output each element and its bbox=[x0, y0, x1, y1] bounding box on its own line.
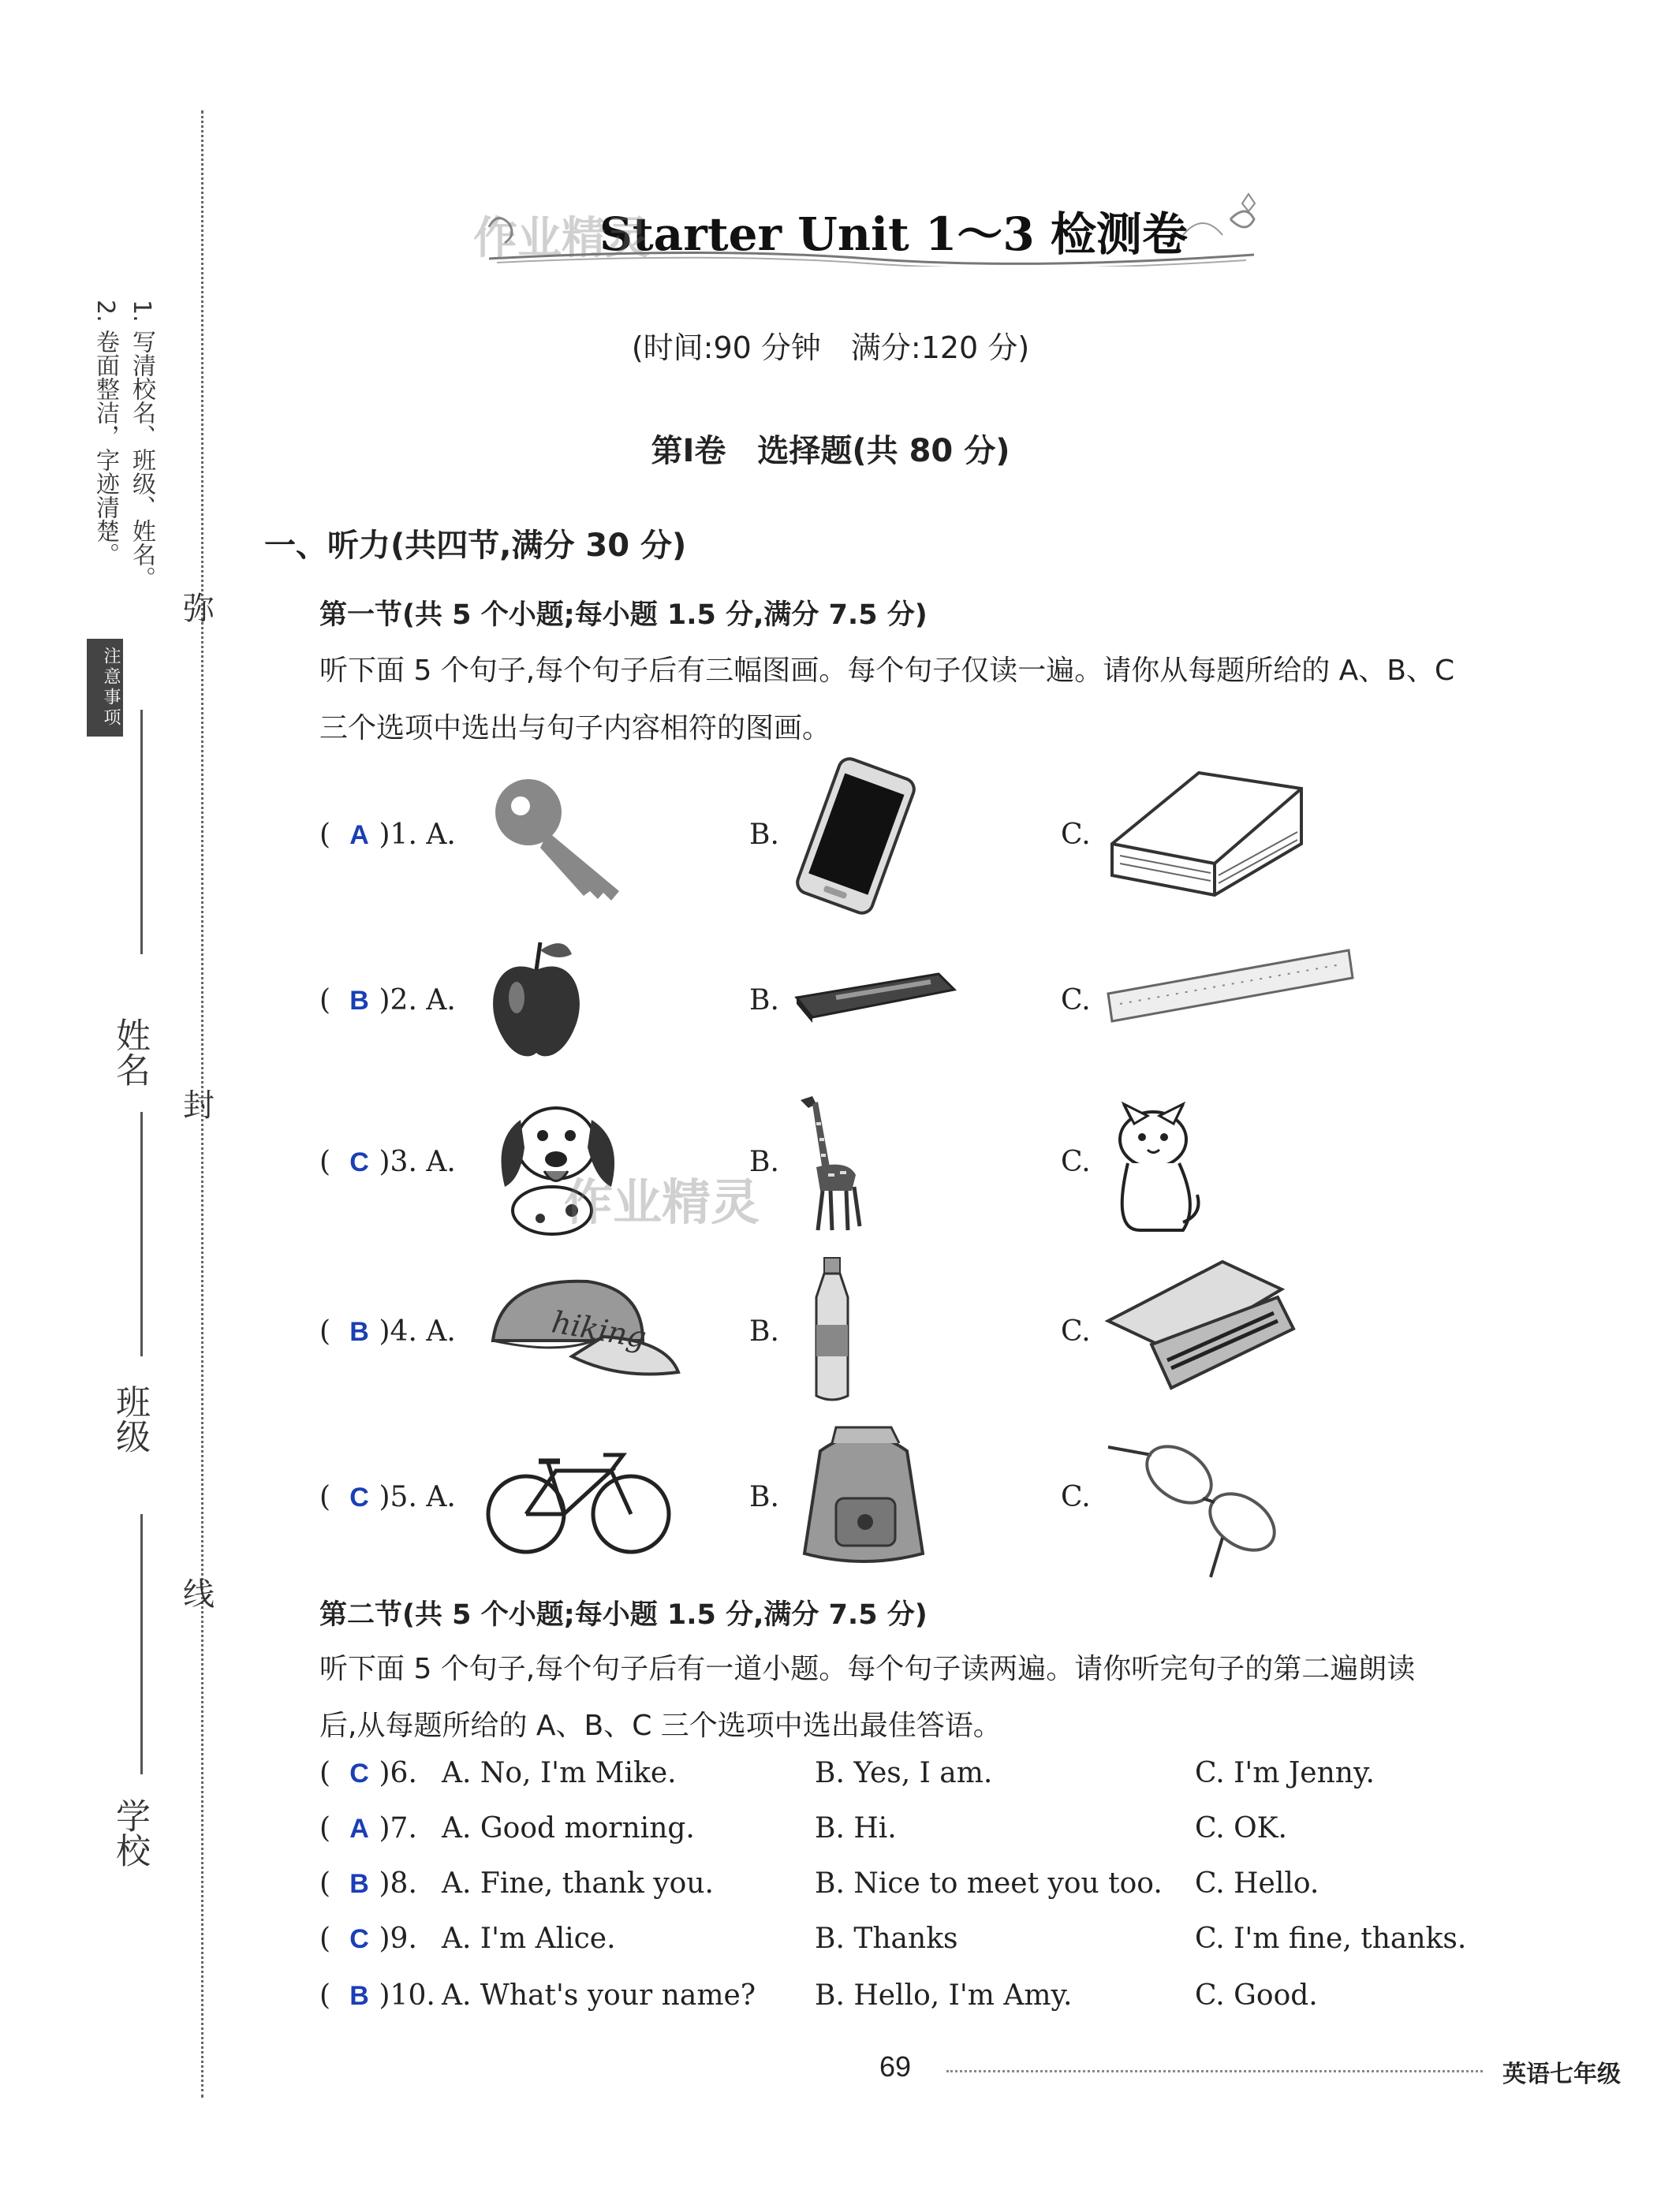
question-label: ( A )1. A. bbox=[319, 819, 456, 851]
bicycle-icon[interactable] bbox=[485, 1439, 674, 1557]
cap-text: hiking bbox=[549, 1304, 649, 1356]
field-label-name: 姓名 bbox=[110, 1017, 150, 1087]
question-label: ( B )10. bbox=[319, 1979, 435, 2012]
option-letter: C. bbox=[1061, 984, 1091, 1016]
part1-instruction-line-2: 三个选项中选出与句子内容相符的图画。 bbox=[319, 712, 831, 744]
backpack-icon[interactable] bbox=[789, 1419, 939, 1569]
giraffe-icon[interactable] bbox=[785, 1084, 872, 1234]
picture-question bbox=[319, 1419, 1581, 1577]
picture-question bbox=[319, 1084, 1581, 1242]
answer-mark: A bbox=[349, 1814, 369, 1844]
option-letter: C. bbox=[1061, 1146, 1091, 1178]
class-field-line[interactable] bbox=[140, 1112, 143, 1356]
page-number: 69 bbox=[879, 2050, 912, 2083]
watermark: 作业精灵 bbox=[473, 213, 650, 264]
seal-char-xian: 线 bbox=[183, 1576, 215, 1613]
name-field-line[interactable] bbox=[140, 710, 143, 954]
question-label: ( C )6. bbox=[319, 1757, 417, 1789]
part-heading: 第Ⅰ卷 选择题(共 80 分) bbox=[651, 433, 1010, 469]
field-label-class: 班级 bbox=[110, 1384, 150, 1453]
glasses-icon[interactable] bbox=[1104, 1423, 1286, 1581]
option-letter: B. bbox=[749, 819, 779, 851]
answer-mark: C bbox=[349, 1483, 369, 1513]
question-label: ( B )8. bbox=[319, 1867, 417, 1900]
part1-instruction-line-1: 听下面 5 个句子,每个句子后有三幅图画。每个句子仅读一遍。请你从每题所给的 A、B、C bbox=[319, 655, 1455, 687]
answer-mark: B bbox=[349, 986, 369, 1016]
notice-line-1: 1. 写清校名、班级、姓名。 bbox=[128, 300, 155, 591]
option-a[interactable]: A. Fine, thank you. bbox=[442, 1867, 714, 1900]
option-a[interactable]: A. Good morning. bbox=[442, 1812, 695, 1845]
cat-icon[interactable] bbox=[1104, 1088, 1207, 1238]
part2-instruction-line-1: 听下面 5 个句子,每个句子后有一道小题。每个句子读两遍。请你听完句子的第二遍朗读 bbox=[319, 1653, 1416, 1685]
bottle-icon[interactable] bbox=[808, 1254, 856, 1404]
key-icon[interactable] bbox=[489, 773, 631, 907]
question-label: ( B )4. A. bbox=[319, 1315, 456, 1348]
phone-icon[interactable] bbox=[793, 757, 919, 915]
question-label: ( C )3. A. bbox=[319, 1146, 456, 1178]
answer-mark: B bbox=[349, 1869, 369, 1899]
answer-mark: A bbox=[349, 820, 369, 850]
notice-line-2: 2. 卷面整洁，字迹清楚。 bbox=[91, 300, 119, 567]
answer-mark: C bbox=[349, 1759, 369, 1789]
picture-question bbox=[319, 923, 1581, 1080]
option-letter: B. bbox=[749, 1481, 779, 1513]
watermark-mid: 作业精灵 bbox=[564, 1173, 760, 1231]
answer-mark: C bbox=[349, 1924, 369, 1954]
answer-mark: B bbox=[349, 1317, 369, 1347]
option-b[interactable]: B. Hello, I'm Amy. bbox=[815, 1979, 1073, 2012]
option-letter: C. bbox=[1061, 819, 1091, 851]
option-a[interactable]: A. No, I'm Mike. bbox=[442, 1757, 677, 1789]
book-tag: 英语七年级 bbox=[1502, 2061, 1621, 2088]
text-question bbox=[319, 1979, 1581, 2027]
field-label-school: 学校 bbox=[110, 1798, 150, 1867]
school-field-line[interactable] bbox=[140, 1514, 143, 1774]
text-question bbox=[319, 1923, 1581, 1970]
book-icon[interactable] bbox=[1104, 765, 1309, 899]
option-letter: B. bbox=[749, 1315, 779, 1348]
part1-heading: 第一节(共 5 个小题;每小题 1.5 分,满分 7.5 分) bbox=[319, 599, 928, 631]
option-b[interactable]: B. Hi. bbox=[815, 1812, 897, 1845]
question-label: ( C )9. bbox=[319, 1923, 417, 1955]
seal-char-mi: 弥 bbox=[183, 591, 215, 627]
picture-question bbox=[319, 1254, 1581, 1412]
part2-heading: 第二节(共 5 个小题;每小题 1.5 分,满分 7.5 分) bbox=[319, 1599, 928, 1631]
option-c[interactable]: C. OK. bbox=[1195, 1812, 1287, 1845]
option-a[interactable]: A. What's your name? bbox=[442, 1979, 756, 2012]
notice-tag: 注意事项 bbox=[87, 639, 123, 737]
option-letter: B. bbox=[749, 1146, 779, 1178]
answer-mark: C bbox=[349, 1147, 369, 1177]
text-question bbox=[319, 1812, 1581, 1859]
section-heading: 一、听力(共四节,满分 30 分) bbox=[264, 528, 687, 564]
question-label: ( C )5. A. bbox=[319, 1481, 456, 1513]
option-letter: B. bbox=[749, 984, 779, 1016]
option-b[interactable]: B. Thanks bbox=[815, 1923, 958, 1955]
option-c[interactable]: C. Hello. bbox=[1195, 1867, 1319, 1900]
cap-icon[interactable] bbox=[485, 1270, 682, 1388]
eraser-icon[interactable] bbox=[789, 966, 958, 1029]
apple-icon[interactable] bbox=[485, 931, 588, 1065]
picture-question bbox=[319, 757, 1581, 915]
ruler-icon[interactable] bbox=[1104, 942, 1357, 1029]
option-letter: C. bbox=[1061, 1315, 1091, 1348]
page-title: Starter Unit 1～3 检测卷 bbox=[599, 207, 1188, 261]
option-letter: C. bbox=[1061, 1481, 1091, 1513]
exam-subtitle: (时间:90 分钟 满分:120 分) bbox=[631, 330, 1030, 365]
question-label: ( A )7. bbox=[319, 1812, 417, 1845]
option-b[interactable]: B. Yes, I am. bbox=[815, 1757, 993, 1789]
seal-char-feng: 封 bbox=[183, 1087, 215, 1124]
option-c[interactable]: C. Good. bbox=[1195, 1979, 1318, 2012]
option-a[interactable]: A. I'm Alice. bbox=[442, 1923, 616, 1955]
title-banner bbox=[473, 188, 1262, 267]
question-label: ( B )2. A. bbox=[319, 984, 456, 1016]
part2-instruction-line-2: 后,从每题所给的 A、B、C 三个选项中选出最佳答语。 bbox=[319, 1710, 1002, 1742]
text-question bbox=[319, 1757, 1581, 1804]
option-c[interactable]: C. I'm Jenny. bbox=[1195, 1757, 1375, 1789]
text-question bbox=[319, 1867, 1581, 1915]
pencil-case-icon[interactable] bbox=[1104, 1258, 1301, 1392]
option-c[interactable]: C. I'm fine, thanks. bbox=[1195, 1923, 1467, 1955]
footer-dotted-line bbox=[946, 2070, 1483, 2072]
option-b[interactable]: B. Nice to meet you too. bbox=[815, 1867, 1163, 1900]
answer-mark: B bbox=[349, 1981, 369, 2011]
